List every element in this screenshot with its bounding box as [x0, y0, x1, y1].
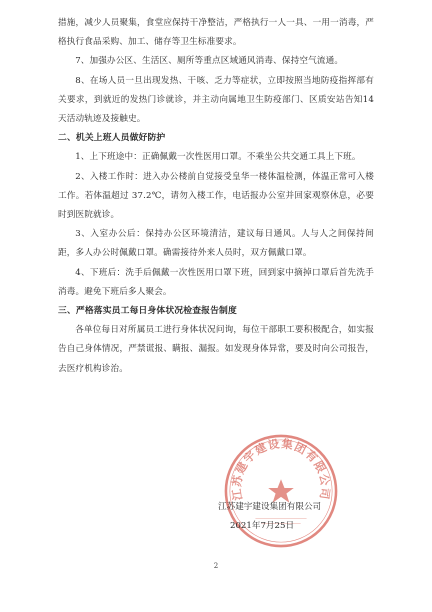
section-heading-health-reporting: 三、严格落实员工每日身体状况检查报告制度	[58, 306, 237, 317]
seal-text: 江苏建宇建设集团有限公司	[230, 437, 332, 502]
paragraph-item-8-symptoms: 8、在场人员一旦出现发热、干咳、乏力等症状，立即按照当地防疫指挥部有关要求，到就近的发热门诊就诊，并主动向属地卫生防疫部门、区质安站告知14天活动轨迹及接触史。	[58, 75, 374, 125]
paragraph-office-work: 3、入室办公后：保持办公区环境清洁，建议每日通风。人与人之间保持间距，多人办公时佩戴口罩。确需接待外来人员时，双方佩戴口罩。	[58, 229, 374, 259]
paragraph-commute: 1、上下班途中：正确佩戴一次性医用口罩。不乘坐公共交通工具上下班。	[75, 152, 361, 163]
paragraph-continued-measures: 措施，减少人员聚集，食堂应保持干净整洁，严格执行一人一具、一用一消毒，严格执行食品采购、加工、储存等卫生标准要求。	[58, 18, 374, 48]
document-body	[58, 14, 374, 379]
signature-company: 江苏建宇建设集团有限公司	[218, 502, 322, 512]
paragraph-after-work: 4、下班后：洗手后佩戴一次性医用口罩下班，回到家中摘掉口罩后首先洗手消毒。避免下班后多人聚会。	[58, 267, 374, 297]
paragraph-entering-building: 2、入楼工作时：进入办公楼前自觉接受皇华一楼体温检测，体温正常可入楼工作。若体温超过 37.2℃，请勿入楼工作，电话报办公室并回家观察休息，必要时到医院就诊。	[58, 171, 374, 221]
section-heading-office-staff: 二、机关上班人员做好防护	[58, 133, 166, 144]
paragraph-daily-reporting: 各单位每日对所属员工进行身体状况问询，每位干部职工要积极配合，如实报告自己身体情况，严禁谎报、瞒报、漏报。如发现身体异常，要及时向公司报告，去医疗机构诊治。	[58, 325, 374, 374]
signature-date: 2021年7月25日	[230, 521, 295, 531]
page-number: 2	[213, 562, 219, 570]
paragraph-item-7-ventilation: 7、加强办公区、生活区、厕所等重点区域通风消毒、保持空气流通。	[75, 56, 344, 67]
signature-block	[218, 498, 368, 536]
